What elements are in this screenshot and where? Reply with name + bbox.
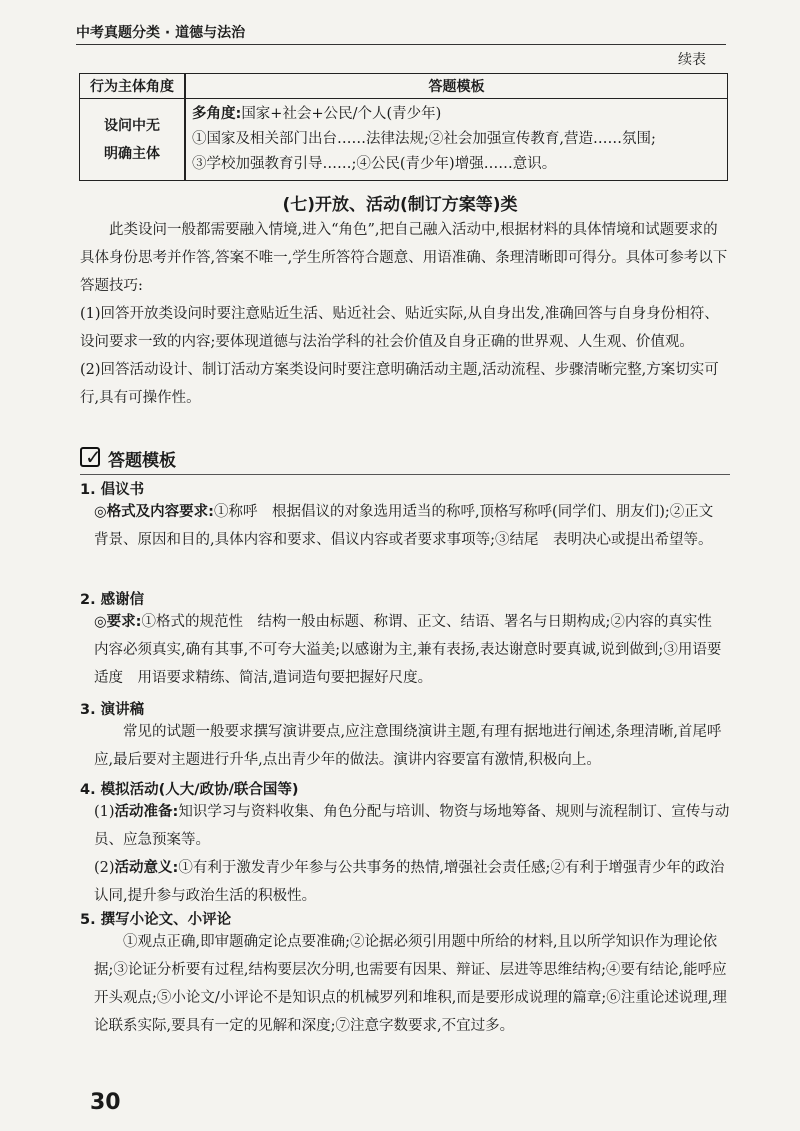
template-line-1 [192,102,721,127]
item-5-title: 5. 撰写小论文、小评论 [80,912,232,928]
multi-angle-text: 国家+社会+公民/个人(青少年) [241,106,442,122]
table-cell-template [185,99,728,181]
item-4-p1-lead: 活动准备: [114,804,179,820]
subject-line-1: 设问中无 [104,117,160,134]
item-3-text: 常见的试题一般要求撰写演讲要点,应注意围绕演讲主题,有理有据地进行阐述,条理清晰,首尾呼应,最后要对主题进行升华,点出青少年的做法。演讲内容要富有激情,积极向上。 [94,724,722,768]
header-rule [76,44,726,45]
item-4-p1-text: 知识学习与资料收集、角色分配与培训、物资与场地筹备、规则与流程制订、宣传与动员、应急预案等。 [94,804,730,848]
multi-angle-label: 多角度: [192,106,242,122]
section-title: (七)开放、活动(制订方案等)类 [282,195,518,215]
item-1-lead: ◎格式及内容要求: [94,504,214,520]
item-2-text: ①格式的规范性 结构一般由标题、称谓、正文、结语、署名与日期构成;②内容的真实性 内容必须真实,确有其事,不可夸大溢美;以感谢为主,兼有表扬,表达谢意时要真诚,说到做到;③用语要适度 用语要求精练、简洁,遣词造句要把握好尺度。 [94,614,727,686]
subject-line-2: 明确主体 [104,145,160,162]
templates-heading-bar [80,444,730,475]
item-2-lead: ◎要求: [94,614,142,630]
answer-template-table [79,73,728,181]
item-2-title: 2. 感谢信 [80,592,145,608]
item-5-text: ①观点正确,即审题确定论点要准确;②论据必须引用题中所给的材料,且以所学知识作为理论依据;③论证分析要有过程,结构要层次分明,也需要有因果、辩证、层进等思维结构;④要有结论,能呼应开头观点;⑤小论文/小评论不是知识点的机械罗列和堆积,而是要形成说理的篇章;⑥注重论述说理,理论联系实际,要具有一定的见解和深度;⑦注意字数要求,不宜过多。 [94,934,727,1034]
item-1-title: 1. 倡议书 [80,482,145,498]
template-line-2: ①国家及相关部门出台……法律法规;②社会加强宣传教育,营造……氛围; [192,131,656,147]
continued-label: 续表 [678,52,706,68]
item-4-p2-text: ①有利于激发青少年参与公共事务的热情,增强社会责任感;②有利于增强青少年的政治认同,提升参与政治生活的积极性。 [94,860,725,904]
item-4-p1-prefix: (1) [94,804,115,820]
item-4-para-1 [94,798,734,854]
item-4-p2-lead: 活动意义: [114,860,179,876]
item-2-body [94,608,734,692]
table-cell-subject [80,99,186,181]
item-1-text: ①称呼 根据倡议的对象选用适当的称呼,顶格写称呼(同学们、朋友们);②正文 背景、原因和目的,具体内容和要求、倡议内容或者要求事项等;③结尾 表明决心或提出希望等。 [94,504,728,548]
checkmark-icon: ✓ [80,447,100,467]
table-header-row [80,74,728,99]
section-tip-1: (1)回答开放类设问时要注意贴近生活、贴近社会、贴近实际,从自身出发,准确回答与自身身份相符、设问要求一致的内容;要体现道德与法治学科的社会价值及自身正确的世界观、人生观、价值观。 [80,306,719,350]
item-4-p2-prefix: (2) [94,860,115,876]
item-3-title: 3. 演讲稿 [80,702,145,718]
table-header-template: 答题模板 [185,74,728,99]
page-number: 30 [90,1090,121,1115]
item-1-body [94,498,734,554]
table-row [80,99,728,181]
template-line-3: ③学校加强教育引导……;④公民(青少年)增强……意识。 [192,156,557,172]
item-4-body [94,798,734,910]
section-body [80,216,730,412]
section-intro: 此类设问一般都需要融入情境,进入“角色”,把自己融入活动中,根据材料的具体情境和试题要求的具体身份思考并作答,答案不唯一,学生所答符合题意、用语准确、条理清晰即可得分。具体可参考以下答题技巧: [80,222,728,294]
item-4-para-2 [94,854,734,910]
book-title: 中考真题分类 · 道德与法治 [76,25,246,41]
item-4-title: 4. 模拟活动(人大/政协/联合国等) [80,782,299,798]
table-header-subject: 行为主体角度 [80,74,186,99]
templates-heading: 答题模板 [108,451,176,471]
section-tip-2: (2)回答活动设计、制订活动方案类设问时要注意明确活动主题,活动流程、步骤清晰完整,方案切实可行,具有可操作性。 [80,362,719,406]
